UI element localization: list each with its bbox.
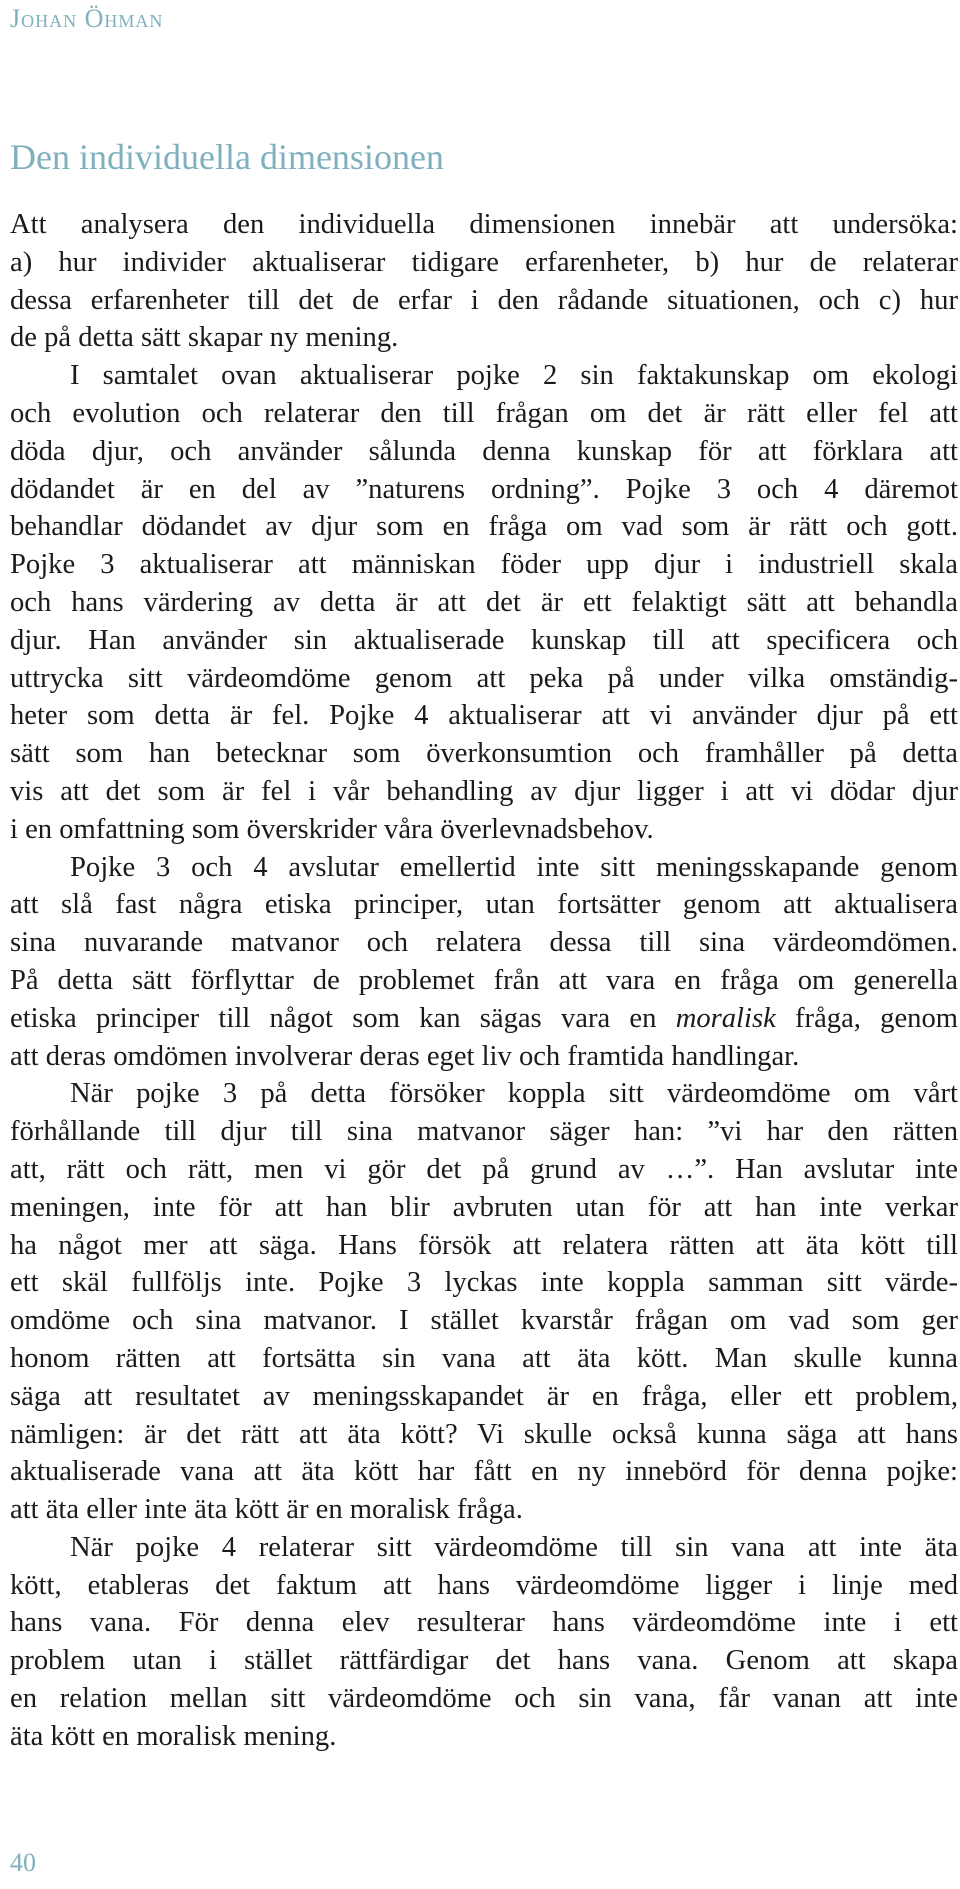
- text-line: nämligen: är det rätt att äta kött? Vi skulle också kunna säga att hans: [10, 1418, 958, 1450]
- text-line: att slå fast några etiska principer, utan fortsätter genom att aktualisera: [10, 889, 958, 921]
- text-line: a) hur individer aktualiserar tidigare erfarenheter, b) hur de relaterar: [10, 246, 958, 278]
- text-line: vis att det som är fel i vår behandling av djur ligger i att vi dödar djur: [10, 775, 958, 807]
- text-line: säga att resultatet av meningsskapandet är en fråga, eller ett problem,: [10, 1380, 958, 1412]
- running-head: Johan Öhman: [10, 4, 164, 33]
- text-line: dödandet är en del av ”naturens ordning”. Pojke 3 och 4 däremot: [10, 473, 958, 505]
- text-line: Pojke 3 och 4 avslutar emellertid inte sitt meningsskapande genom: [70, 851, 958, 883]
- text-line: de på detta sätt skapar ny mening.: [10, 322, 399, 354]
- text-line: När pojke 4 relaterar sitt värdeomdöme till sin vana att inte äta: [70, 1531, 958, 1563]
- text-line: aktualiserade vana att äta kött har fått en ny innebörd för denna pojke:: [10, 1456, 958, 1488]
- text-line: att äta eller inte äta kött är en moralisk fråga.: [10, 1494, 523, 1526]
- text-line: På detta sätt förflyttar de problemet från att vara en fråga om generella: [10, 964, 958, 996]
- text-line: en relation mellan sitt värdeomdöme och sin vana, får vanan att inte: [10, 1683, 958, 1715]
- text-line: omdöme och sina matvanor. I stället kvarstår frågan om vad som ger: [10, 1305, 958, 1337]
- text-line: behandlar dödandet av djur som en fråga om vad som är rätt och gott.: [10, 511, 958, 543]
- text-line: kött, etableras det faktum att hans värdeomdöme ligger i linje med: [10, 1569, 958, 1601]
- text-line: Att analysera den individuella dimensionen innebär att undersöka:: [10, 209, 958, 240]
- text-line: uttrycka sitt värdeomdöme genom att peka på under vilka omständig-: [10, 662, 958, 694]
- text-line: djur. Han använder sin aktualiserade kunskap till att specificera och: [10, 624, 958, 656]
- text-line: meningen, inte för att han blir avbruten utan för att han inte verkar: [10, 1191, 958, 1223]
- text-line: sätt som han betecknar som överkonsumtion och framhåller på detta: [10, 738, 958, 770]
- text-line: döda djur, och använder sålunda denna kunskap för att förklara att: [10, 435, 958, 467]
- text-line: Pojke 3 aktualiserar att människan föder upp djur i industriell skala: [10, 549, 958, 581]
- text-line: förhållande till djur till sina matvanor säger han: ”vi har den rätten: [10, 1116, 958, 1148]
- emphasis: moralisk: [675, 1002, 776, 1034]
- text-line: att, rätt och rätt, men vi gör det på grund av …”. Han avslutar inte: [10, 1153, 958, 1185]
- text-line: och hans värdering av detta är att det är ett felaktigt sätt att behandla: [10, 586, 958, 618]
- text-line: problem utan i stället rättfärdigar det hans vana. Genom att skapa: [10, 1645, 958, 1677]
- text-line: hans vana. För denna elev resulterar hans värdeomdöme inte i ett: [10, 1607, 958, 1639]
- text-line: etiska principer till något som kan sägas vara en moralisk fråga, genom: [10, 1002, 958, 1034]
- text-line: ett skäl fullföljs inte. Pojke 3 lyckas inte koppla samman sitt värde-: [10, 1267, 958, 1299]
- text-line: och evolution och relaterar den till frågan om det är rätt eller fel att: [10, 397, 958, 429]
- text-line: dessa erfarenheter till det de erfar i den rådande situationen, och c) hur: [10, 284, 958, 316]
- section-heading: Den individuella dimensionen: [10, 137, 444, 177]
- text-line: heter som detta är fel. Pojke 4 aktualiserar att vi använder djur på ett: [10, 700, 958, 732]
- page-number: 40: [10, 1848, 36, 1877]
- text-line: att deras omdömen involverar deras eget liv och framtida handlingar.: [10, 1040, 800, 1072]
- body-text: [10, 206, 958, 1756]
- text-line: i en omfattning som överskrider våra överlevnadsbehov.: [10, 813, 654, 845]
- text-line: ha något mer att säga. Hans försök att relatera rätten att äta kött till: [10, 1229, 958, 1261]
- text-line: När pojke 3 på detta försöker koppla sitt värdeomdöme om vårt: [70, 1078, 958, 1110]
- text-line: sina nuvarande matvanor och relatera dessa till sina värdeomdömen.: [10, 927, 958, 959]
- text-line: honom rätten att fortsätta sin vana att äta kött. Man skulle kunna: [10, 1342, 958, 1374]
- text-line: äta kött en moralisk mening.: [10, 1720, 337, 1752]
- text-line: I samtalet ovan aktualiserar pojke 2 sin faktakunskap om ekologi: [70, 360, 958, 392]
